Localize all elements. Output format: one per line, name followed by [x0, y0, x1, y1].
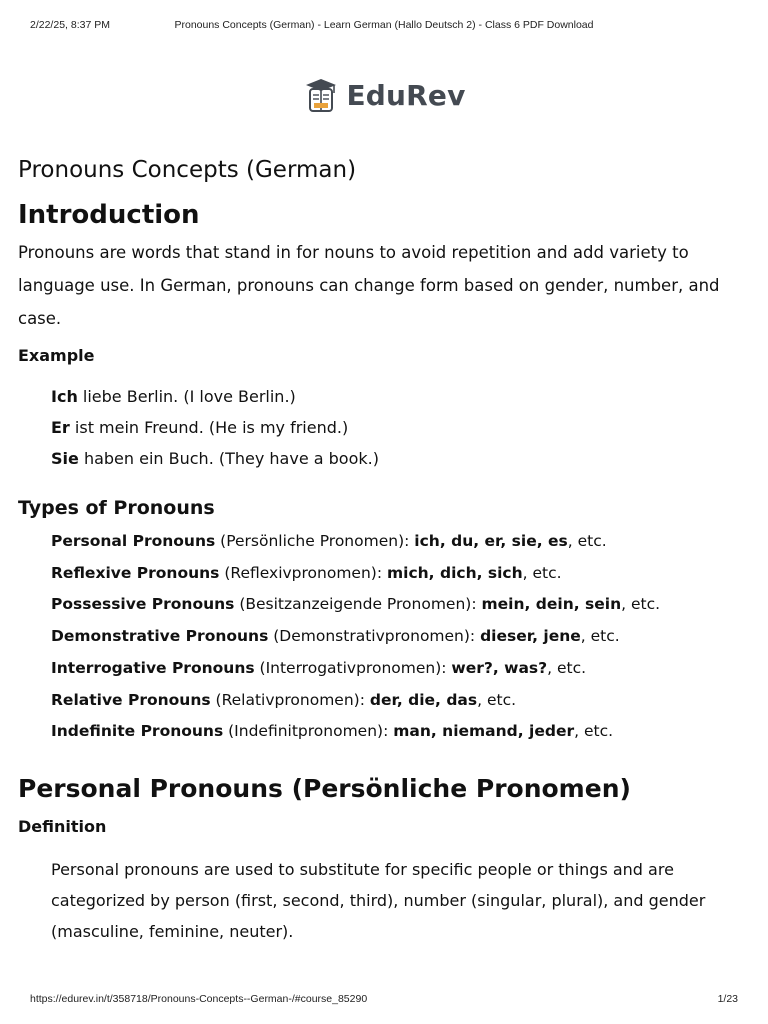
type-item	[51, 716, 753, 748]
type-item	[51, 558, 753, 590]
type-item	[51, 526, 753, 558]
type-german: (Persönliche Pronomen):	[215, 532, 415, 550]
type-tail: , etc.	[621, 595, 661, 614]
type-tail: , etc.	[477, 690, 517, 709]
type-item	[51, 685, 753, 717]
type-german: (Indefinitpronomen):	[223, 722, 394, 741]
type-examples: der, die, das	[369, 690, 478, 709]
types-list	[51, 526, 753, 748]
print-footer-url[interactable]: https://edurev.in/t/358718/Pronouns-Concepts--German-/#course_85290	[30, 993, 368, 1005]
type-name: Possessive Pronouns	[51, 595, 235, 614]
type-german: (Besitzanzeigende Pronomen):	[234, 595, 482, 614]
document-body	[18, 150, 753, 947]
edurev-logo[interactable]	[0, 76, 768, 114]
example-list	[51, 381, 753, 474]
type-item	[51, 589, 753, 621]
type-german: (Interrogativpronomen):	[254, 658, 452, 677]
type-tail: , etc.	[574, 722, 614, 741]
example-line	[51, 443, 753, 474]
edurev-logo-text: EduRev	[346, 78, 466, 112]
personal-pronouns-heading: Personal Pronouns (Persönliche Pronomen)	[18, 773, 631, 803]
type-name: Personal Pronouns	[51, 532, 216, 550]
type-examples: wer?, was?	[451, 658, 548, 677]
type-name: Demonstrative Pronouns	[51, 627, 269, 646]
document-title: Pronouns Concepts (German)	[18, 157, 357, 183]
example-sentence: liebe Berlin. (I love Berlin.)	[77, 387, 296, 406]
example-pronoun: Ich	[51, 387, 78, 406]
types-heading: Types of Pronouns	[18, 497, 215, 519]
page-number: 1/23	[717, 993, 738, 1005]
type-examples: mich, dich, sich	[387, 563, 523, 582]
definition-heading: Definition	[18, 816, 107, 836]
edurev-graduate-icon	[302, 76, 340, 114]
type-examples: dieser, jene	[480, 627, 581, 646]
example-sentence: haben ein Buch. (They have a book.)	[78, 449, 379, 468]
type-examples: mein, dein, sein	[481, 595, 622, 614]
type-tail: , etc.	[567, 532, 607, 550]
print-date: 2/22/25, 8:37 PM	[30, 19, 110, 31]
type-german: (Reflexivpronomen):	[219, 563, 387, 582]
example-heading: Example	[18, 346, 95, 365]
type-name: Interrogative Pronouns	[51, 658, 255, 677]
type-tail: , etc.	[580, 627, 620, 646]
type-name: Relative Pronouns	[51, 690, 211, 709]
example-line	[51, 381, 753, 412]
example-line	[51, 412, 753, 443]
introduction-paragraph: Pronouns are words that stand in for nouns to avoid repetition and add variety to language use. In German, pronouns can change form based on gender, number, and case.	[18, 243, 720, 328]
type-tail: , etc.	[547, 658, 587, 677]
type-german: (Demonstrativpronomen):	[268, 627, 481, 646]
example-pronoun: Er	[51, 418, 70, 437]
type-german: (Relativpronomen):	[210, 690, 370, 709]
type-examples: ich, du, er, sie, es	[414, 532, 568, 550]
type-item	[51, 621, 753, 653]
type-examples: man, niemand, jeder	[393, 722, 575, 741]
type-name: Indefinite Pronouns	[51, 722, 224, 741]
print-header-title: Pronouns Concepts (German) - Learn German (Hallo Deutsch 2) - Class 6 PDF Download	[174, 19, 594, 31]
definition-paragraph: Personal pronouns are used to substitute for specific people or things and are categorized by person (first, second, third), number (singular, plural), and gender (masculine, feminine, neuter).	[51, 859, 706, 941]
type-tail: , etc.	[522, 563, 562, 582]
type-name: Reflexive Pronouns	[51, 563, 220, 582]
type-item	[51, 653, 753, 685]
example-sentence: ist mein Freund. (He is my friend.)	[69, 418, 349, 437]
introduction-heading: Introduction	[18, 200, 200, 230]
example-pronoun: Sie	[51, 449, 79, 468]
